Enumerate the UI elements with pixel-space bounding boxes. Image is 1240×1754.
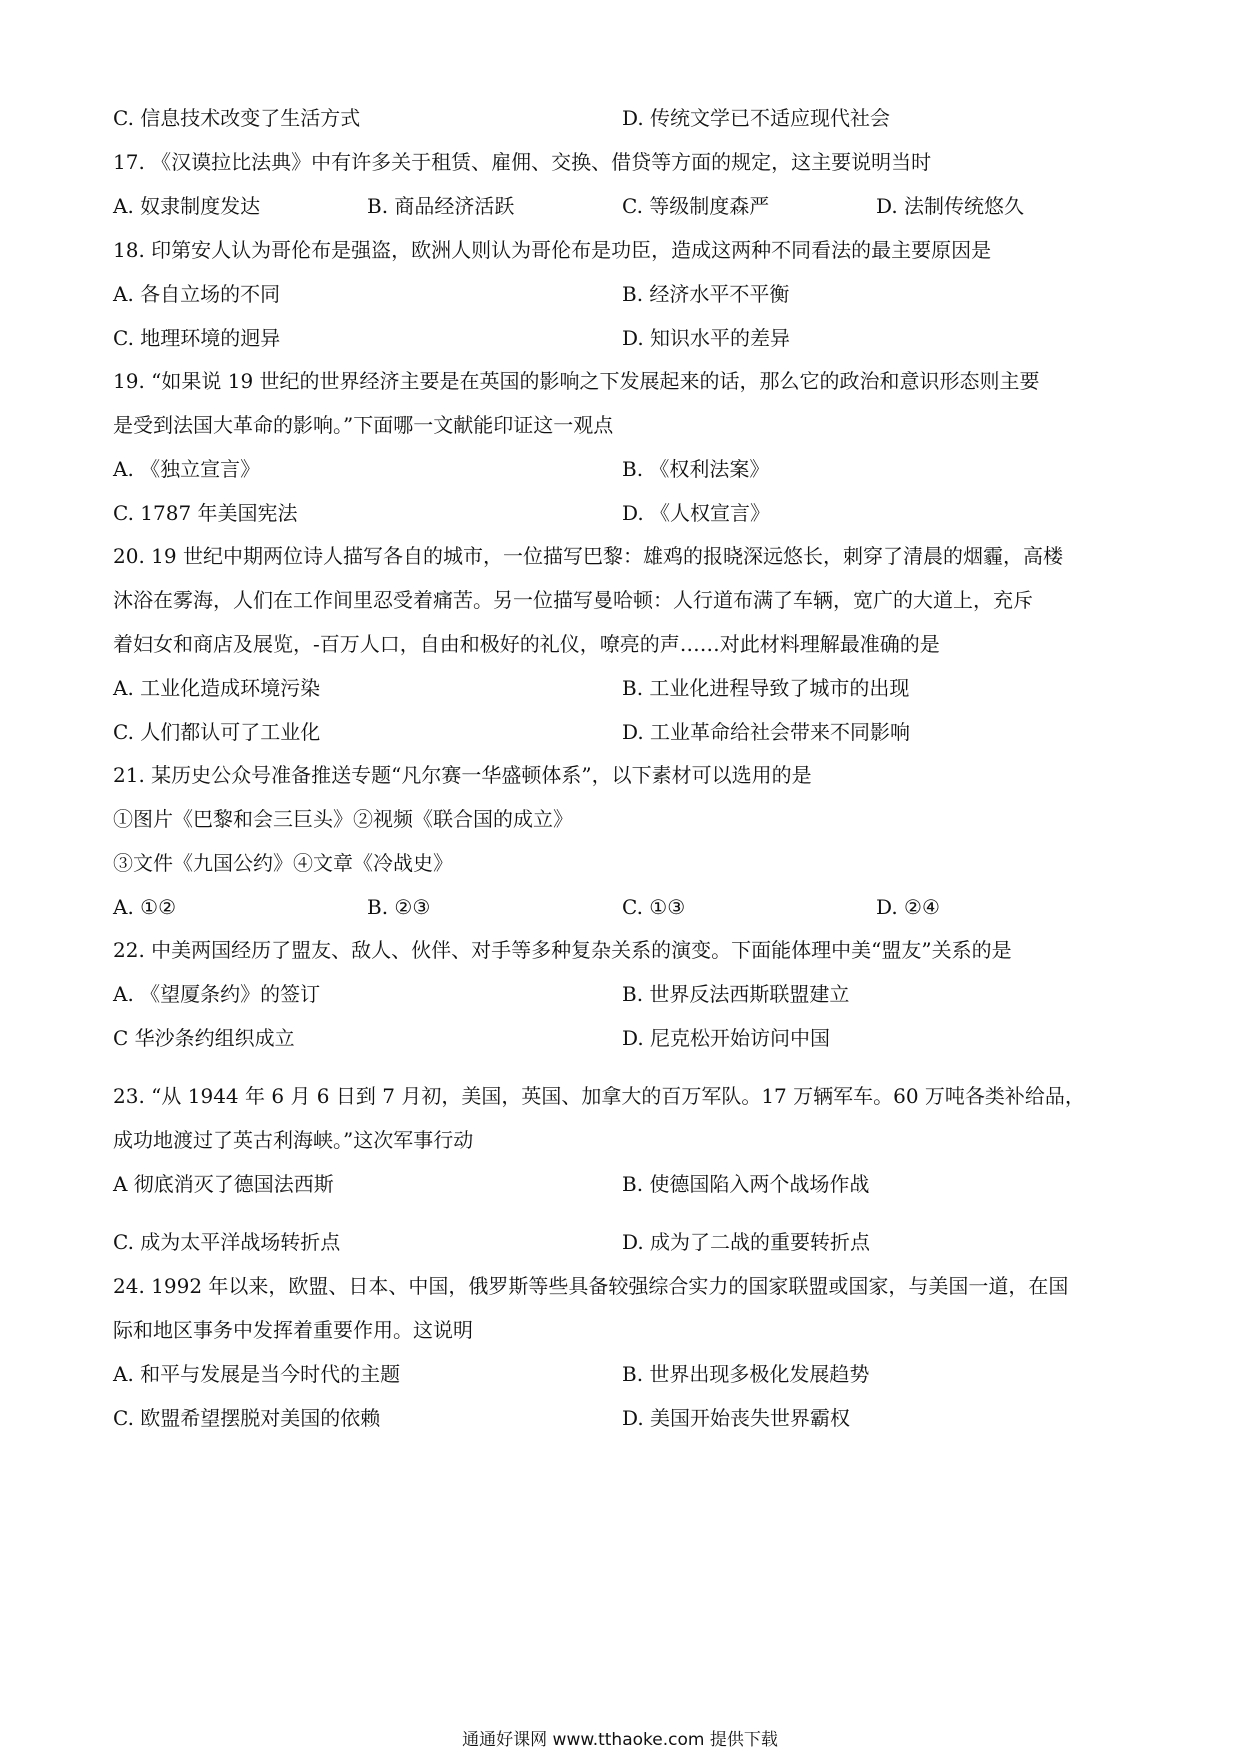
question-21-stem-line-2: ①图片《巴黎和会三巨头》②视频《联合国的成立》 [113,807,573,831]
question-21-stem-line-1: 21. 某历史公众号准备推送专题“凡尔赛一华盛顿体系”，以下素材可以选用的是 [113,763,812,787]
question-20-option-d: D. 工业革命给社会带来不同影响 [622,720,911,744]
question-17-stem: 17. 《汉谟拉比法典》中有许多关于租赁、雇佣、交换、借贷等方面的规定，这主要说明当时 [113,150,932,174]
question-20-stem-line-3: 着妇女和商店及展览，-百万人口，自由和极好的礼仪，嘹亮的声……对此材料理解最准确的是 [113,632,940,656]
question-22-option-d: D. 尼克松开始访问中国 [622,1026,831,1050]
question-21-option-c: C. ①③ [622,895,686,919]
question-18-option-a: A. 各自立场的不同 [113,282,281,306]
question-18-option-d: D. 知识水平的差异 [622,326,791,350]
question-20-stem-line-1: 20. 19 世纪中期两位诗人描写各自的城市，一位描写巴黎：雄鸡的报晓深远悠长，刺穿了清晨的烟霾，高楼 [113,544,1063,568]
option-d: D. 传统文学已不适应现代社会 [622,106,891,130]
question-20-stem-line-2: 沐浴在雾海，人们在工作间里忍受着痛苦。另一位描写曼哈顿：人行道布满了车辆，宽广的大道上，充斥 [113,588,1033,612]
question-18-stem: 18. 印第安人认为哥伦布是强盗，欧洲人则认为哥伦布是功臣，造成这两种不同看法的最主要原因是 [113,238,992,262]
question-18-option-c: C. 地理环境的迥异 [113,326,281,350]
question-24-option-d: D. 美国开始丧失世界霸权 [622,1406,851,1430]
question-21-option-a: A. ①② [113,895,177,919]
question-21-stem-line-3: ③文件《九国公约》④文章《冷战史》 [113,851,453,875]
question-20-option-b: B. 工业化进程导致了城市的出现 [622,676,910,700]
question-24-option-b: B. 世界出现多极化发展趋势 [622,1362,870,1386]
question-17-option-b: B. 商品经济活跃 [367,194,515,218]
question-24-option-a: A. 和平与发展是当今时代的主题 [113,1362,401,1386]
question-17-option-c: C. 等级制度森严 [622,194,770,218]
question-19-stem-line-1: 19. “如果说 19 世纪的世界经济主要是在英国的影响之下发展起来的话，那么它的政治和意识形态则主要 [113,369,1040,393]
question-21-option-d: D. ②④ [876,895,940,919]
question-22-option-b: B. 世界反法西斯联盟建立 [622,982,850,1006]
question-23-option-b: B. 使德国陷入两个战场作战 [622,1172,870,1196]
option-c: C. 信息技术改变了生活方式 [113,106,361,130]
question-23-option-c: C. 成为太平洋战场转折点 [113,1230,341,1254]
question-19-option-a: A. 《独立宣言》 [113,457,261,481]
question-23-option-a: A 彻底消灭了德国法西斯 [113,1172,334,1196]
question-22-stem: 22. 中美两国经历了盟友、敌人、伙伴、对手等多种复杂关系的演变。下面能体理中美“盟友”关系的是 [113,938,1012,962]
question-17-option-a: A. 奴隶制度发达 [113,194,261,218]
question-20-option-a: A. 工业化造成环境污染 [113,676,321,700]
question-24-stem-line-1: 24. 1992 年以来，欧盟、日本、中国，俄罗斯等些具备较强综合实力的国家联盟或国家，与美国一道，在国 [113,1274,1069,1298]
footer-watermark-text: 通通好课网 www.tthaoke.com 提供下载 [462,1730,778,1750]
question-24-option-c: C. 欧盟希望摆脱对美国的依赖 [113,1406,381,1430]
question-23-stem-line-1: 23. “从 1944 年 6 月 6 日到 7 月初，美国，英国、加拿大的百万军队。17 万辆军车。60 万吨各类补给品， [113,1084,1085,1108]
question-17-option-d: D. 法制传统悠久 [876,194,1025,218]
question-22-option-c: C 华沙条约组织成立 [113,1026,295,1050]
question-19-option-c: C. 1787 年美国宪法 [113,501,298,525]
question-19-option-b: B. 《权利法案》 [622,457,770,481]
question-23-stem-line-2: 成功地渡过了英古利海峡。”这次军事行动 [113,1128,474,1152]
question-19-option-d: D. 《人权宣言》 [622,501,771,525]
question-24-stem-line-2: 际和地区事务中发挥着重要作用。这说明 [113,1318,473,1342]
question-22-option-a: A. 《望厦条约》的签订 [113,982,321,1006]
question-23-option-d: D. 成为了二战的重要转折点 [622,1230,871,1254]
question-18-option-b: B. 经济水平不平衡 [622,282,790,306]
question-19-stem-line-2: 是受到法国大革命的影响。”下面哪一文献能印证这一观点 [113,413,614,437]
question-20-option-c: C. 人们都认可了工业化 [113,720,321,744]
question-21-option-b: B. ②③ [367,895,431,919]
